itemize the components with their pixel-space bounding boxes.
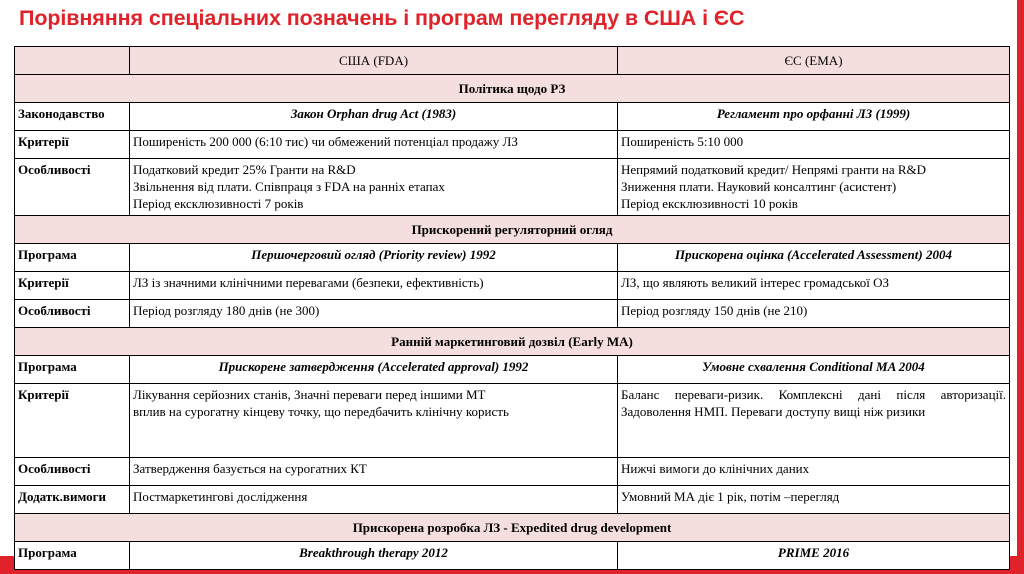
table-row	[15, 300, 1010, 328]
table-row	[15, 103, 1010, 131]
table-row	[15, 458, 1010, 486]
table-row	[15, 159, 1010, 216]
us-cell	[130, 272, 618, 300]
cell-line: Поширеність 5:10 000	[621, 134, 744, 149]
row-label: Програма	[15, 356, 130, 384]
us-cell	[130, 244, 618, 272]
cell-line: Першочерговий огляд (Priority review) 1992	[251, 247, 496, 262]
table-row	[15, 272, 1010, 300]
eu-cell	[618, 300, 1010, 328]
cell-line: Прискорена оцінка (Accelerated Assessment) 2004	[675, 247, 952, 262]
us-cell	[130, 103, 618, 131]
header-empty-cell	[15, 47, 130, 75]
section-title: Прискорена розробка ЛЗ - Expedited drug development	[15, 514, 1010, 542]
cell-line: Breakthrough therapy 2012	[299, 545, 448, 560]
cell-line: Звільнення від плати. Співпраця з FDA на ранніх етапах	[133, 179, 445, 194]
cell-line: Затвердження базується на сурогатних КТ	[133, 461, 367, 476]
cell-line: Умовний МА діє 1 рік, потім –перегляд	[621, 489, 840, 504]
row-label: Особливості	[15, 458, 130, 486]
table-row	[15, 542, 1010, 570]
cell-line: Період розгляду 180 днів (не 300)	[133, 303, 320, 318]
cell-line: Закон Orphan drug Act (1983)	[290, 106, 457, 121]
row-label: Особливості	[15, 159, 130, 216]
cell-line: Прискорене затвердження (Accelerated approval) 1992	[218, 359, 529, 374]
row-label: Додатк.вимоги	[15, 486, 130, 514]
cell-line: PRIME 2016	[777, 545, 850, 560]
eu-cell	[618, 272, 1010, 300]
row-label: Критерії	[15, 131, 130, 159]
us-cell	[130, 159, 618, 216]
us-cell	[130, 300, 618, 328]
cell-line: Постмаркетингові дослідження	[133, 489, 308, 504]
section-title: Прискорений регуляторний огляд	[15, 216, 1010, 244]
us-cell	[130, 356, 618, 384]
table-row	[15, 486, 1010, 514]
cell-line: Податковий кредит 25% Гранти на R&D	[133, 162, 356, 177]
right-accent-bar	[1017, 0, 1024, 574]
eu-cell	[618, 356, 1010, 384]
cell-line: Лікування серйозних станів, Значні переваги перед іншими МТ	[133, 387, 486, 402]
section-header-row	[15, 75, 1010, 103]
table-row	[15, 384, 1010, 458]
section-header-row	[15, 328, 1010, 356]
row-label: Критерії	[15, 272, 130, 300]
table-row	[15, 244, 1010, 272]
eu-cell	[618, 384, 1010, 458]
cell-line: Поширеність 200 000 (6:10 тис) чи обмежений потенціал продажу ЛЗ	[133, 134, 518, 149]
eu-cell	[618, 131, 1010, 159]
cell-line: вплив на сурогатну кінцеву точку, що передбачить клінічну користь	[133, 404, 509, 419]
section-header-row	[15, 216, 1010, 244]
table-row	[15, 131, 1010, 159]
section-header-row	[15, 514, 1010, 542]
table-row	[15, 356, 1010, 384]
row-label: Програма	[15, 542, 130, 570]
row-label: Програма	[15, 244, 130, 272]
us-cell	[130, 458, 618, 486]
eu-cell	[618, 159, 1010, 216]
section-title: Ранній маркетинговий дозвіл (Early MA)	[15, 328, 1010, 356]
page-title: Порівняння спеціальних позначень і програм перегляду в США і ЄС	[19, 6, 745, 30]
cell-line: ЛЗ із значними клінічними перевагами (безпеки, ефективність)	[133, 275, 484, 290]
cell-line: Період розгляду 150 днів (не 210)	[621, 303, 808, 318]
row-label: Законодавство	[15, 103, 130, 131]
us-cell	[130, 131, 618, 159]
row-label: Особливості	[15, 300, 130, 328]
cell-line: ЛЗ, що являють великий інтерес громадської ОЗ	[621, 275, 890, 290]
us-cell	[130, 486, 618, 514]
eu-cell	[618, 542, 1010, 570]
header-eu: ЄС (EMA)	[618, 47, 1010, 75]
cell-line: Нижчі вимоги до клінічних даних	[621, 461, 810, 476]
table-header-row	[15, 47, 1010, 75]
eu-cell	[618, 458, 1010, 486]
comparison-table	[14, 46, 1010, 570]
cell-line: Регламент про орфанні ЛЗ (1999)	[716, 106, 911, 121]
cell-line: Період ексклюзивності 10 років	[621, 196, 798, 211]
cell-line: Період ексклюзивності 7 років	[133, 196, 304, 211]
us-cell	[130, 542, 618, 570]
section-title: Політика щодо РЗ	[15, 75, 1010, 103]
cell-line: Баланс переваги-ризик. Комплексні дані після авторизації. Задоволення НМП. Переваги доступу вищі ніж ризики	[621, 387, 1006, 419]
header-us: США (FDA)	[130, 47, 618, 75]
eu-cell	[618, 486, 1010, 514]
cell-line: Непрямий податковий кредит/ Непрямі гранти на R&D	[621, 162, 927, 177]
cell-line: Зниження плати. Науковий консалтинг (асистент)	[621, 179, 897, 194]
cell-line: Умовне схвалення Conditional MA 2004	[702, 359, 925, 374]
row-label: Критерії	[15, 384, 130, 458]
eu-cell	[618, 244, 1010, 272]
us-cell	[130, 384, 618, 458]
eu-cell	[618, 103, 1010, 131]
